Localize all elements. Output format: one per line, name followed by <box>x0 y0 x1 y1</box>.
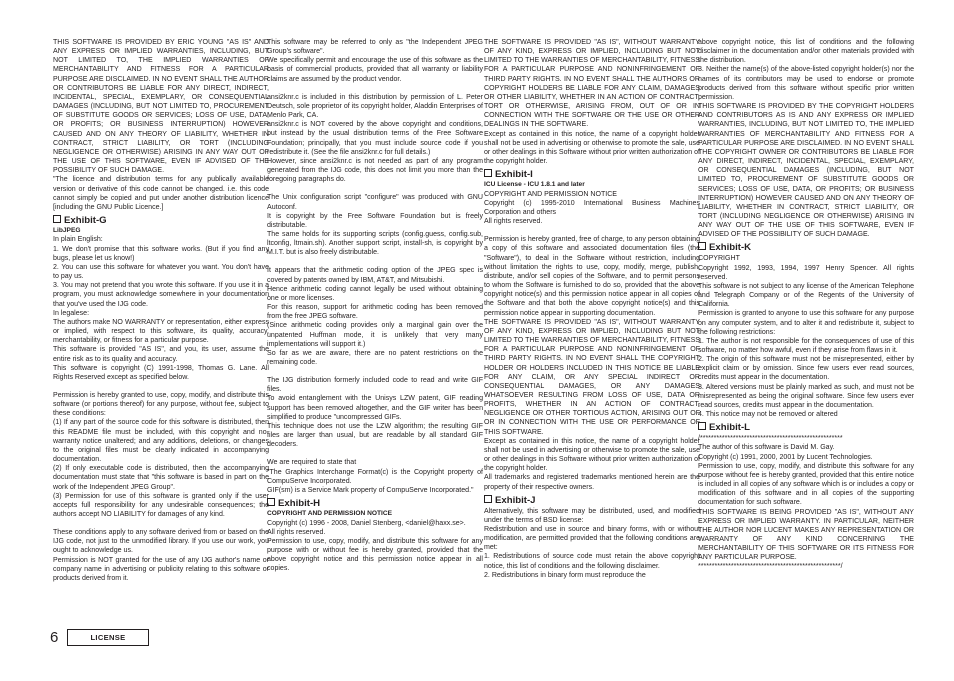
heading-text: Exhibit-G <box>64 214 107 226</box>
paragraph: /**************************************************** The author of this software is David M. Gay. Copyright (c) 1991, 2000, 2001 by Lucent Technologies. Permission to use, copy, modify, and distribute this software for any purpose without fee is hereby granted, provided that this entire notice is included in all copies of any software which is or includes a copy or modification of this software and in all copies of the supporting documentation for such software. THIS SOFTWARE IS BEING PROVIDED "AS IS", WITHOUT ANY EXPRESS OR IMPLIED WARRANTY. IN PARTICULAR, NEITHER THE AUTHOR NOR LUCENT MAKES ANY REPRESENTATION OR WARRANTY OF ANY KIND CONCERNING THE MERCHANTABILITY OF THIS SOFTWARE OR ITS FITNESS FOR ANY PARTICULAR PURPOSE. ****************************************************/ <box>698 435 914 571</box>
section-tag: LICENSE <box>67 629 149 646</box>
license-subtitle: COPYRIGHT AND PERMISSION NOTICE <box>267 510 393 518</box>
paragraph: COPYRIGHT AND PERMISSION NOTICE Copyright (c) 1995-2010 International Business Machines Corporation and others All rights reserved. <box>484 190 700 226</box>
heading-text: Exhibit-I <box>495 169 533 181</box>
paragraph: Alternatively, this software may be distributed, used, and modified under the terms of BSD license: Redistribution and use in source and binary forms, with or without modification, are permitted provided that the following conditions are met: 1. Redistributions of source code must retain the above copyright notice, this list of conditions and the following disclaimer. 2. Redistributions in binary form must reproduce the <box>484 507 700 579</box>
paragraph: In plain English: 1. We don't promise that this software works. (But if you find any bugs, please let us know!) 2. You can use this software for whatever you want. You don't have to pay us. 3. You may not pretend that you wrote this software. If you use it in a program, you must acknowledge somewhere in your documentation that you've used the IJG code. In legalese: The authors make NO WARRANTY or representation, either express or implied, with respect to this software, its quality, accuracy, merchantability, or fitness for a particular purpose. This software is provided "AS IS", and you, its user, assume the entire risk as to its quality and accuracy. This software is copyright (C) 1991-1998, Thomas G. Lane. All Rights Reserved except as specified below. <box>53 236 269 381</box>
exhibit-h-heading <box>267 498 483 510</box>
spacer <box>267 184 483 193</box>
column-3 <box>484 38 700 580</box>
paragraph: Permission is hereby granted, free of charge, to any person obtaining a copy of this software and associated documentation files (the "Software"), to deal in the Software without restriction, including without limitation the rights to use, copy, modify, merge, publish, distribute, and/or sell copies of the Software, and to permit persons to whom the Software is furnished to do so, provided that the above copyright notice(s) and this permission notice appear in all copies of the Software and that both the above copyright notice(s) and this permission notice appear in supporting documentation. THE SOFTWARE IS PROVIDED "AS IS", WITHOUT WARRANTY OF ANY KIND, EXPRESS OR IMPLIED, INCLUDING BUT NOT LIMITED TO THE WARRANTIES OF MERCHANTABILITY, FITNESS FOR A PARTICULAR PURPOSE AND NONINFRINGEMENT OF THIRD PARTY RIGHTS. IN NO EVENT SHALL THE COPYRIGHT HOLDER OR HOLDERS INCLUDED IN THIS NOTICE BE LIABLE FOR ANY CLAIM, OR ANY SPECIAL INDIRECT OR CONSEQUENTIAL DAMAGES, OR ANY DAMAGES WHATSOEVER RESULTING FROM LOSS OF USE, DATA OR PROFITS, WHETHER IN AN ACTION OF CONTRACT, NEGLIGENCE OR OTHER TORTIOUS ACTION, ARISING OUT OF OR IN CONNECTION WITH THE USE OR PERFORMANCE OF THIS SOFTWARE. Except as contained in this notice, the name of a copyright holder shall not be used in advertising or otherwise to promote the sale, use or other dealings in this Software without prior written authorization of the copyright holder. All trademarks and registered trademarks mentioned herein are the property of their respective owners. <box>484 236 701 491</box>
exhibit-j-heading <box>484 495 700 507</box>
paragraph: The Unix configuration script "configure" was produced with GNU Autoconf. It is copyright by the Free Software Foundation but is freely distributable. The same holds for its supporting scripts (config.guess, config.sub, ltconfig, ltmain.sh). Another support script, install-sh, is copyright by M.I.T. but is also freely distributable. <box>267 194 483 257</box>
paragraph: above copyright notice, this list of conditions and the following disclaimer in the documentation and/or other materials provided with the distribution. 3. Neither the name(s) of the above-listed copyright holder(s) nor the names of its contributors may be used to endorse or promote products derived from this software without specific prior written permission. THIS SOFTWARE IS PROVIDED BY THE COPYRIGHT HOLDERS AND CONTRIBUTORS AS IS AND ANY EXPRESS OR IMPLIED WARRANTIES, INCLUDING, BUT NOT LIMITED TO, THE IMPLIED WARRANTIES OF MERCHANTABILITY AND FITNESS FOR A PARTICULAR PURPOSE ARE DISCLAIMED. IN NO EVENT SHALL THE COPYRIGHT OWNER OR CONTRIBUTORS BE LIABLE FOR ANY DIRECT, INDIRECT, INCIDENTAL, SPECIAL, EXEMPLARY, OR CONSEQUENTIAL DAMAGES (INCLUDING, BUT NOT LIMITED TO, PROCUREMENT OF SUBSTITUTE GOODS OR SERVICES; LOSS OF USE, DATA, OR PROFITS; OR BUSINESS INTERRUPTION) HOWEVER CAUSED AND ON ANY THEORY OF LIABILITY, WHETHER IN CONTRACT, STRICT LIABILITY, OR TORT (INCLUDING NEGLIGENCE OR OTHERWISE) ARISING IN ANY WAY OUT OF THE USE OF THIS SOFTWARE, EVEN IF ADVISED OF THE POSSIBILITY OF SUCH DAMAGE. <box>698 39 914 239</box>
exhibit-l-heading <box>698 422 914 434</box>
spacer <box>267 367 483 376</box>
spacer <box>267 449 483 458</box>
heading-text: Exhibit-L <box>709 422 751 434</box>
checkbox-bullet-icon <box>484 495 492 503</box>
checkbox-bullet-icon <box>267 498 275 506</box>
spacer <box>484 226 700 235</box>
checkbox-bullet-icon <box>698 422 706 430</box>
license-subtitle: LibJPEG <box>53 226 81 234</box>
column-2 <box>267 38 483 573</box>
exhibit-g-heading <box>53 215 269 227</box>
spacer <box>267 84 483 93</box>
license-subtitle: ICU License - ICU 1.8.1 and later <box>484 181 585 189</box>
spacer <box>53 519 269 528</box>
paragraph: COPYRIGHT Copyright 1992, 1993, 1994, 1997 Henry Spencer. All rights reserved. This software is not subject to any license of the American Telephone and Telegraph Company or of the Regents of the University of California. Permission is granted to anyone to use this software for any purpose on any computer system, and to alter it and redistribute it, subject to the following restrictions: 1. The author is not responsible for the consequences of use of this software, no matter how awful, even if they arise from flaws in it. 2. The origin of this software must not be misrepresented, either by explicit claim or by omission. Since few users ever read sources, credits must appear in the documentation. 3. Altered versions must be plainly marked as such, and must not be misrepresented as being the original software. Since few users ever read sources, credits must appear in the documentation. 4. This notice may not be removed or altered <box>698 255 914 419</box>
exhibit-i-heading <box>484 169 700 181</box>
heading-text: Exhibit-H <box>278 498 321 510</box>
spacer <box>53 382 269 391</box>
page-number: 6 <box>50 629 59 646</box>
checkbox-bullet-icon <box>698 242 706 250</box>
paragraph: The IJG distribution formerly included code to read and write GIF files. To avoid entanglement with the Unisys LZW patent, GIF reading support has been removed altogether, and the GIF writer has been simplified to produce "uncompressed GIFs. This technique does not use the LZW algorithm; the resulting GIF files are larger than usual, but are readable by all standard GIF decoders. <box>267 377 483 449</box>
paragraph: These conditions apply to any software derived from or based on the IJG code, not just to the unmodified library. If you use our work, you ought to acknowledge us. Permission is NOT granted for the use of any IJG author's name or company name in advertising or publicity relating to this software or products derived from it. <box>53 529 269 582</box>
paragraph: Permission is hereby granted to use, copy, modify, and distribute this software (or portions thereof) for any purpose, without fee, subject to these conditions: (1) If any part of the source code for this software is distributed, then this README file must be included, with this copyright and no-warranty notice unaltered; and any additions, deletions, or changes to the original files must be clearly indicated in accompanying documentation. (2) If only executable code is distributed, then the accompanying documentation must state that "this software is based in part on the work of the Independent JPEG Group". (3) Permission for use of this software is granted only if the user accepts full responsibility for any undesirable consequences; the authors accept NO LIABILITY for damages of any kind. <box>53 391 269 518</box>
column-4 <box>698 38 914 572</box>
paragraph: THE SOFTWARE IS PROVIDED "AS IS", WITHOUT WARRANTY OF ANY KIND, EXPRESS OR IMPLIED, INCLUDING BUT NOT LIMITED TO THE WARRANTIES OF MERCHANTABILITY, FITNESS FOR A PARTICULAR PURPOSE AND NONINFRINGEMENT OF THIRD PARTY RIGHTS. IN NO EVENT SHALL THE AUTHORS OR COPYRIGHT HOLDERS BE LIABLE FOR ANY CLAIM, DAMAGES OR OTHER LIABILITY, WHETHER IN AN ACTION OF CONTRACT, TORT OR OTHERWISE, ARISING FROM, OUT OF OR IN CONNECTION WITH THE SOFTWARE OR THE USE OR OTHER DEALINGS IN THE SOFTWARE. Except as contained in this notice, the name of a copyright holder shall not be used in advertising or otherwise to promote the sale, use or other dealings in this Software without prior written authorization of the copyright holder. <box>484 39 701 166</box>
heading-text: Exhibit-K <box>709 242 752 254</box>
paragraph: This software may be referred to only as "the Independent JPEG Group's software". We specifically permit and encourage the use of this software as the basis of commercial products, provided that all warranty or liability claims are assumed by the product vendor. <box>267 39 483 83</box>
paragraph: THIS SOFTWARE IS PROVIDED BY ERIC YOUNG "AS IS" AND ANY EXPRESS OR IMPLIED WARRANTIES, INCLUDING, BUT NOT LIMITED TO, THE IMPLIED WARRANTIES OF MERCHANTABILITY AND FITNESS FOR A PARTICULAR PURPOSE ARE DISCLAIMED. IN NO EVENT SHALL THE AUTHOR OR CONTRIBUTORS BE LIABLE FOR ANY DIRECT, INDIRECT, INCIDENTAL, SPECIAL, EXEMPLARY, OR CONSEQUENTIAL DAMAGES (INCLUDING, BUT NOT LIMITED TO, PROCUREMENT OF SUBSTITUTE GOODS OR SERVICES; LOSS OF USE, DATA, OR PROFITS; OR BUSINESS INTERRUPTION) HOWEVER CAUSED AND ON ANY THEORY OF LIABILITY, WHETHER IN CONTRACT, STRICT LIABILITY, OR TORT (INCLUDING NEGLIGENCE OR OTHERWISE) ARISING IN ANY WAY OUT OF THE USE OF THIS SOFTWARE, EVEN IF ADVISED OF THE POSSIBILITY OF SUCH DAMAGE. <box>53 39 269 175</box>
paragraph: ansi2knr.c is included in this distribution by permission of L. Peter Deutsch, sole proprietor of its copyright holder, Aladdin Enterprises of Menlo Park, CA. ansi2knr.c is NOT covered by the above copyright and conditions, but instead by the usual distribution terms of the Free Software Foundation; principally, that you must include source code if you redistribute it. (See the file ansi2knr.c for full details.) However, since ansi2knr.c is not needed as part of any program generated from the IJG code, this does not limit you more than the foregoing paragraphs do. <box>267 93 483 184</box>
paragraph: We are required to state that "The Graphics Interchange Format(c) is the Copyright property of CompuServe Incorporated. GIF(sm) is a Service Mark property of CompuServe Incorporated." <box>267 459 483 494</box>
paragraph: "The licence and distribution terms for any publically available version or derivative of this code cannot be changed. i.e. this code cannot simply be copied and put under another distribution licence [including the GNU Public Licence.] <box>53 176 269 211</box>
exhibit-k-heading <box>698 242 914 254</box>
paragraph: It appears that the arithmetic coding option of the JPEG spec is covered by patents owned by IBM, AT&T, and Mitsubishi. Hence arithmetic coding cannot legally be used without obtaining one or more licenses. For this reason, support for arithmetic coding has been removed from the free JPEG software. (Since arithmetic coding provides only a marginal gain over the unpatented Huffman mode, it is unlikely that very many implementations will support it.) So far as we are aware, there are no patent restrictions on the remaining code. <box>267 267 483 366</box>
column-1 <box>53 38 269 583</box>
heading-text: Exhibit-J <box>495 494 536 506</box>
paragraph: Copyright (c) 1996 - 2008, Daniel Stenberg, <daniel@haxx.se>. All rights reserved. Permission to use, copy, modify, and distribute this software for any purpose with or without fee is hereby granted, provided that the above copyright notice and this permission notice appear in all copies. <box>267 519 483 573</box>
spacer <box>267 257 483 266</box>
checkbox-bullet-icon <box>53 215 61 223</box>
checkbox-bullet-icon <box>484 169 492 177</box>
